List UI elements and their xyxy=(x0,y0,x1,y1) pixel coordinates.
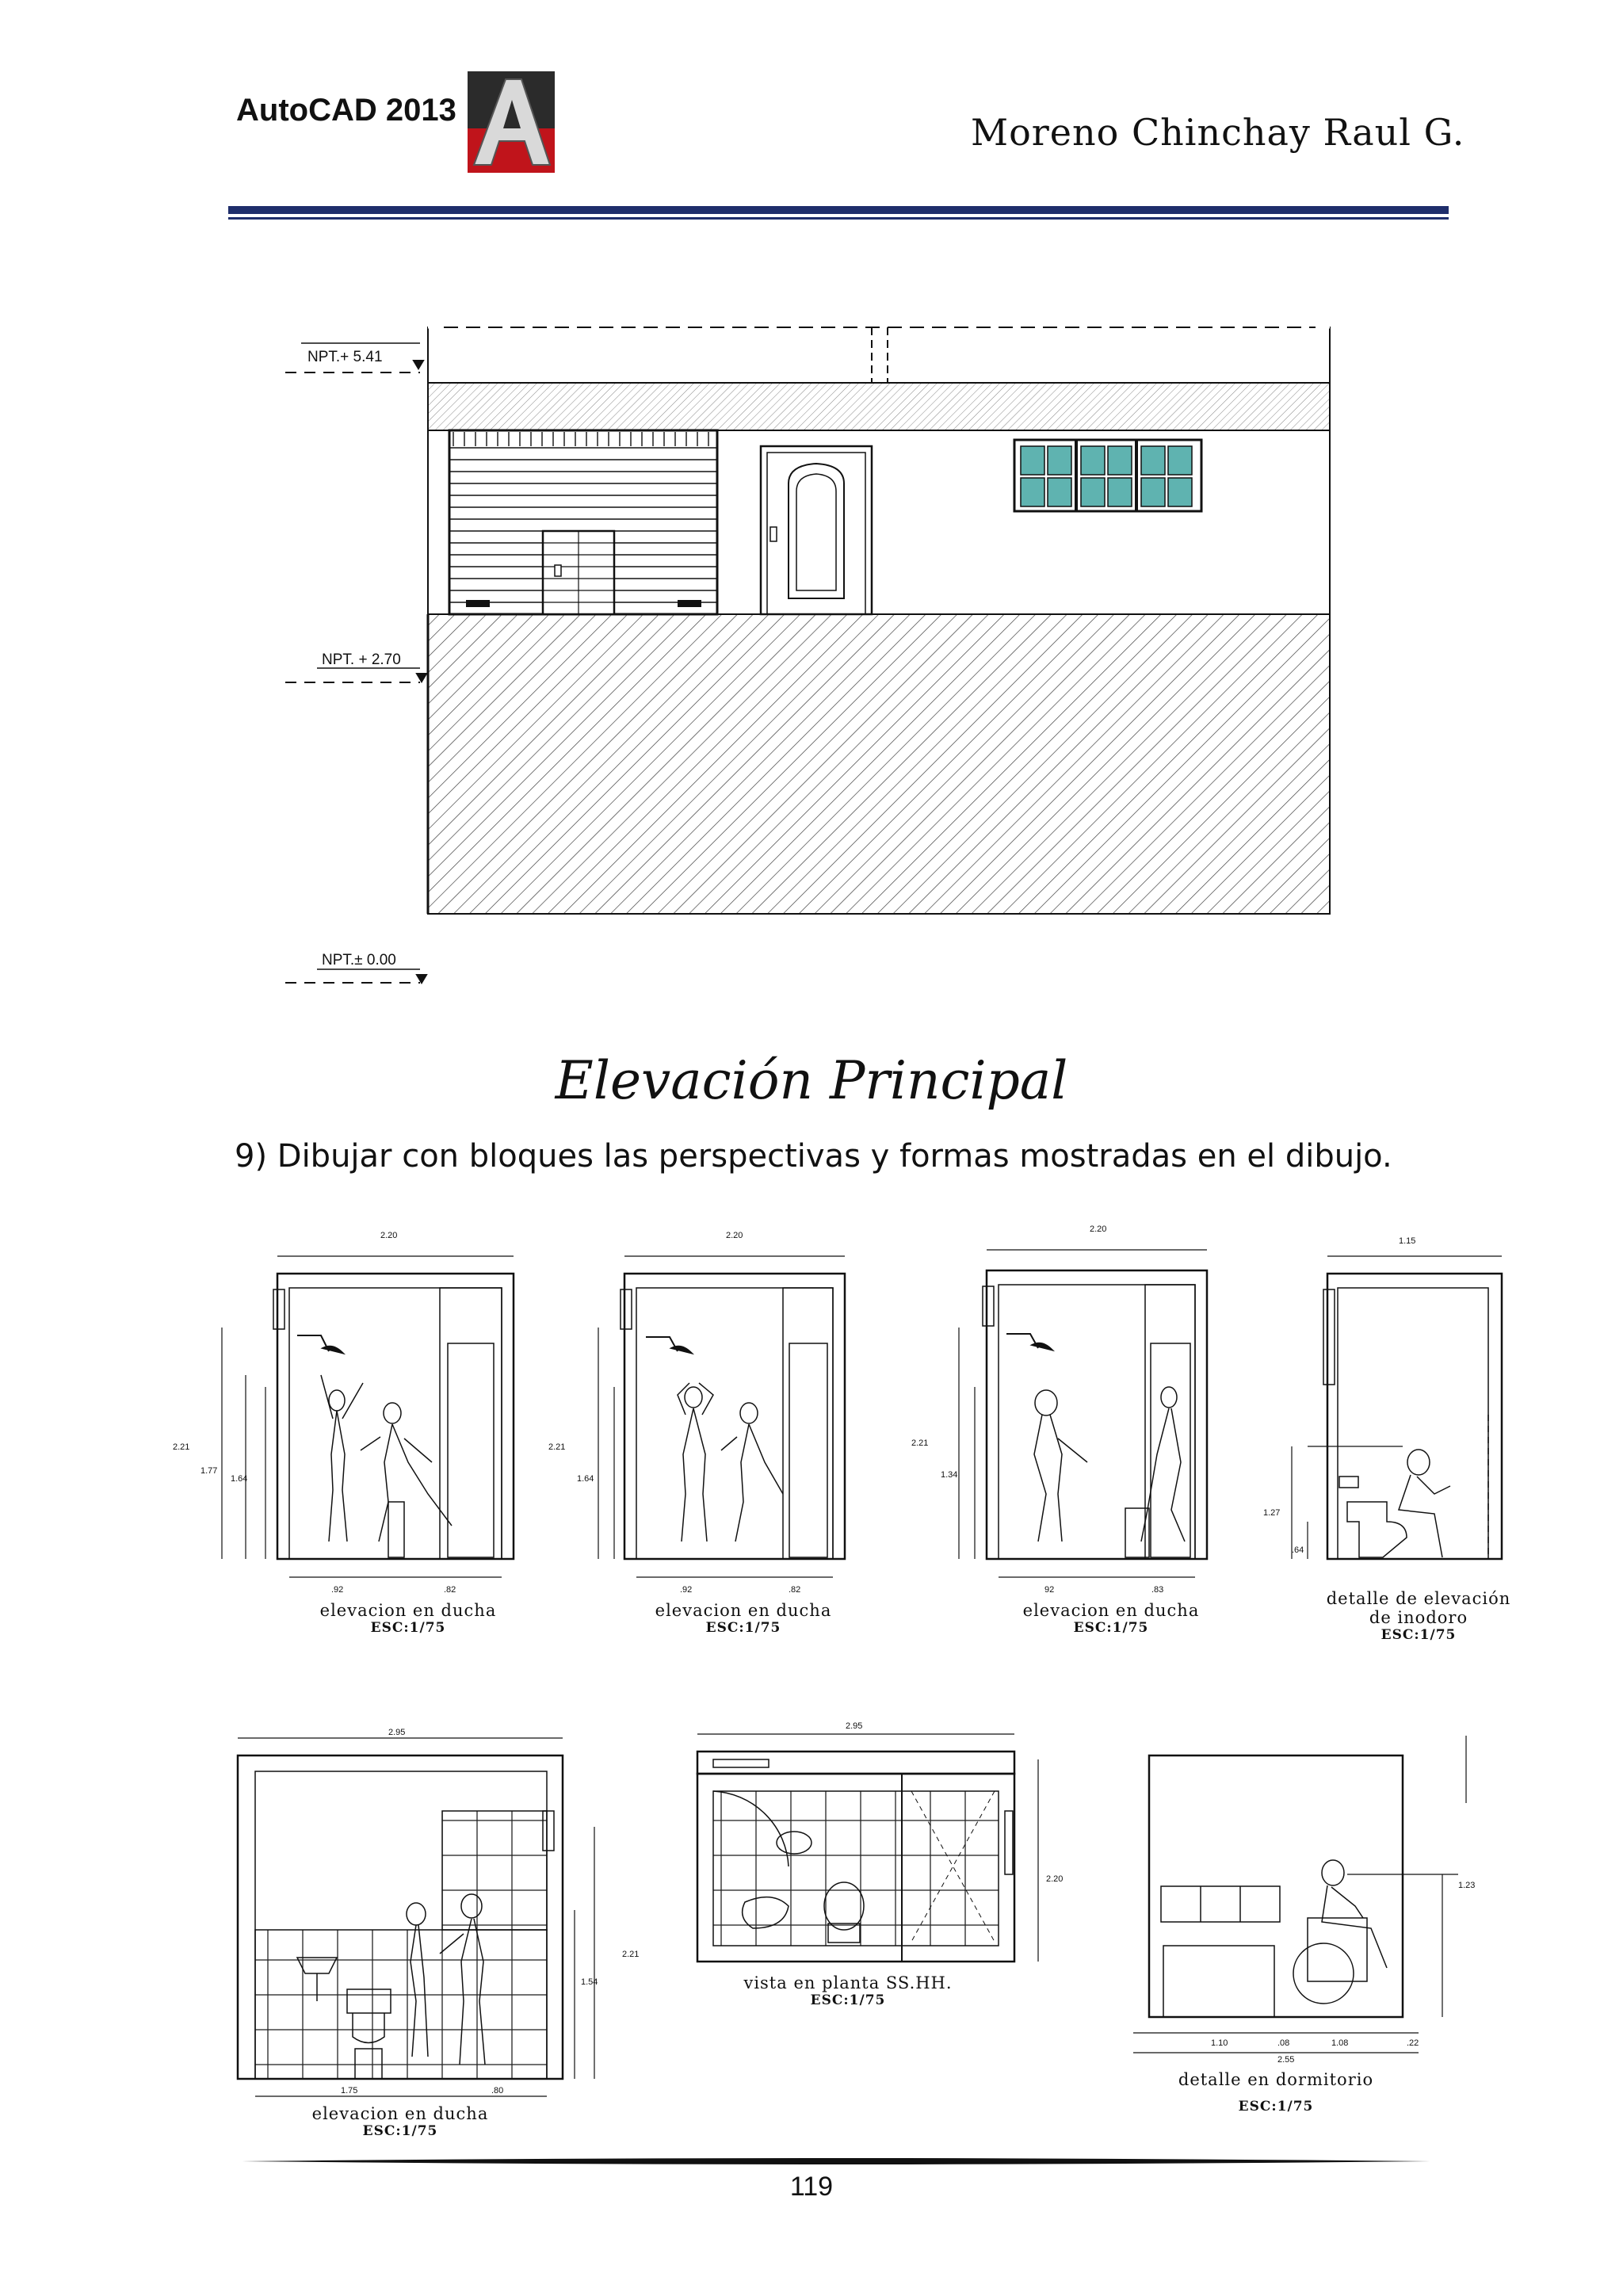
autocad-logo-icon xyxy=(468,71,555,173)
d5-caption xyxy=(297,2104,503,2139)
d2-scale: ESC:1/75 xyxy=(705,1620,781,1636)
d5-bottom-b: .80 xyxy=(491,2086,504,2095)
d7-dim-a: 1.23 xyxy=(1458,1881,1476,1890)
d1-dim-c: 1.64 xyxy=(231,1474,248,1484)
d3-scale: ESC:1/75 xyxy=(1073,1620,1149,1636)
footer-rule xyxy=(242,2157,1430,2165)
d4-dim-a: 1.27 xyxy=(1263,1508,1281,1518)
d7-caption-block xyxy=(1149,2070,1403,2115)
level-label-bottom: NPT.± 0.00 xyxy=(322,952,396,968)
d1-scale: ESC:1/75 xyxy=(370,1620,446,1636)
level-label-top: NPT.+ 5.41 xyxy=(307,349,383,365)
d5-scale: ESC:1/75 xyxy=(362,2123,438,2139)
level-label-mid: NPT. + 2.70 xyxy=(322,651,401,668)
d3-width: 2.20 xyxy=(1090,1224,1107,1234)
d4-caption-text: detalle de elevación xyxy=(1326,1589,1511,1608)
d4-width: 1.15 xyxy=(1399,1236,1416,1246)
d3-bottom-b: .83 xyxy=(1151,1585,1164,1595)
d2-caption-text: elevacion en ducha xyxy=(655,1601,832,1620)
shower-drawings-row2 xyxy=(198,1716,1545,2112)
d1-bottom-b: .82 xyxy=(444,1585,456,1595)
d5-dim-a: 2.21 xyxy=(622,1950,640,1959)
header-rule xyxy=(228,206,1449,214)
d4-caption xyxy=(1308,1589,1529,1643)
d1-caption xyxy=(305,1601,511,1636)
d7-bottom-c: 1.08 xyxy=(1331,2038,1349,2048)
d7-scale: ESC:1/75 xyxy=(1238,2099,1314,2115)
d2-bottom-b: .82 xyxy=(789,1585,801,1595)
task-instruction: 9) Dibujar con bloques las perspectivas y formas mostradas en el dibujo. xyxy=(235,1138,1392,1175)
d3-dim-a: 2.21 xyxy=(911,1438,929,1448)
d1-bottom-a: .92 xyxy=(331,1585,344,1595)
d6-caption-text: vista en planta SS.HH. xyxy=(743,1973,953,1992)
author-name: Moreno Chinchay Raul G. xyxy=(971,111,1465,154)
d7-bottom-b: .08 xyxy=(1277,2038,1290,2048)
d1-dim-b: 1.77 xyxy=(200,1466,218,1476)
header-rule-thin xyxy=(228,217,1449,220)
d7-bottom-a: 1.10 xyxy=(1211,2038,1228,2048)
elevation-drawing xyxy=(269,313,1355,1003)
d1-width: 2.20 xyxy=(380,1231,398,1240)
elevation-title: Elevación Principal xyxy=(555,1050,1068,1111)
d2-bottom-a: .92 xyxy=(680,1585,693,1595)
d2-dim-b: 1.64 xyxy=(577,1474,594,1484)
d1-dim-a: 2.21 xyxy=(173,1442,190,1452)
d2-dim-a: 2.21 xyxy=(548,1442,566,1452)
d7-bottom-d: .22 xyxy=(1407,2038,1419,2048)
d3-dim-b: 1.34 xyxy=(941,1470,958,1480)
d7-caption-text: detalle en dormitorio xyxy=(1178,2070,1374,2089)
d3-caption-text: elevacion en ducha xyxy=(1022,1601,1200,1620)
d5-bottom-a: 1.75 xyxy=(341,2086,358,2095)
d5-width: 2.95 xyxy=(388,1728,406,1737)
d2-width: 2.20 xyxy=(726,1231,743,1240)
d6-width: 2.95 xyxy=(846,1721,863,1731)
d6-dim-a: 2.20 xyxy=(1046,1874,1064,1884)
d7-total: 2.55 xyxy=(1277,2055,1295,2065)
d2-caption xyxy=(640,1601,846,1636)
page-number: 119 xyxy=(789,2172,834,2202)
d1-caption-text: elevacion en ducha xyxy=(319,1601,497,1620)
d6-caption xyxy=(729,1973,967,2008)
shower-drawings-row1 xyxy=(166,1224,1545,1621)
d4-dim-b: .64 xyxy=(1292,1545,1304,1555)
d4-caption-text-2: de inodoro xyxy=(1369,1608,1468,1627)
d5-dim-b: 1.54 xyxy=(581,1977,598,1987)
d3-caption xyxy=(1008,1601,1214,1636)
app-title: AutoCAD 2013 xyxy=(236,93,456,128)
d4-scale: ESC:1/75 xyxy=(1381,1627,1457,1643)
d3-bottom-a: 92 xyxy=(1044,1585,1055,1595)
d6-scale: ESC:1/75 xyxy=(810,1992,886,2008)
d5-caption-text: elevacion en ducha xyxy=(311,2104,489,2123)
